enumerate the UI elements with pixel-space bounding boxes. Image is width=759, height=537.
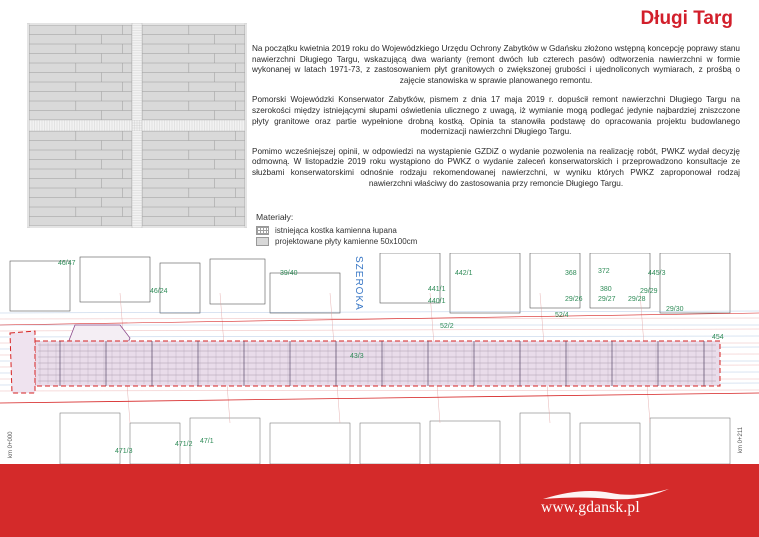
svg-text:52/4: 52/4 (555, 312, 569, 319)
svg-text:471/2: 471/2 (175, 441, 193, 448)
svg-text:47/1: 47/1 (200, 438, 214, 445)
legend-item-label: projektowane płyty kamienne 50x100cm (275, 237, 418, 246)
svg-text:29/26: 29/26 (565, 296, 583, 303)
page-title: Długi Targ (640, 8, 733, 29)
paragraph-1: Na początku kwietnia 2019 roku do Wojewódzkiego Urzędu Ochrony Zabytków w Gdańsku złożono wstępną koncepcję poprawy stanu nawierzchni Długiego Targu, wskazującą dwa warianty (remont dwóch lub czterech pasów) odtworzenia nawierzchni w formie wykonanej w latach 1971-73, z zastosowaniem płyt granitowych o zwiększonej grubości i ujednoliconych wymiarach, z prośbą o zajęcie stanowiska w sprawie planowanego remontu. (252, 44, 740, 85)
svg-text:km 0+000: km 0+000 (8, 431, 14, 458)
svg-text:29/30: 29/30 (666, 306, 684, 313)
footer-url[interactable]: www.gdansk.pl (541, 499, 640, 516)
legend-item-existing (256, 225, 417, 236)
legend-item-label: istniejąca kostka kamienna łupana (275, 226, 397, 235)
paragraph-3: Pomimo wcześniejszej opinii, w odpowiedzi na wystąpienie GZDiZ o wydanie pozwolenia na realizację robót, PWKZ wydał decyzję odmowną. W listopadzie 2019 roku wystąpiono do PWKZ o wydanie zaleceń konserwatorskich i przeprowadzono konsultacje ze służbami konserwatorskimi odnośnie rodzaju rekomendowanej nawierzchni, w wyniku których PWKZ zaproponował rodzaj nawierzchni właściwy do zastosowania przy remoncie Długiego Targu. (252, 146, 740, 188)
svg-text:440/1: 440/1 (428, 298, 446, 305)
svg-text:368: 368 (565, 270, 577, 277)
site-plan-map (0, 253, 759, 464)
svg-text:372: 372 (598, 268, 610, 275)
hatch-swatch (256, 226, 269, 235)
svg-text:380: 380 (600, 286, 612, 293)
legend-title: Materiały: (256, 212, 294, 222)
svg-text:441/1: 441/1 (428, 286, 446, 293)
svg-text:442/1: 442/1 (455, 270, 473, 277)
svg-text:29/28: 29/28 (628, 296, 646, 303)
paragraph-2: Pomorski Wojewódzki Konserwator Zabytków, pismem z dnia 17 maja 2019 r. dopuścił remont nawierzchni Długiego Targu na szerokości między istniejącymi słupami oświetlenia ulicznego z uwagą, iż wymianie mogą podlegać jedynie najbardziej zniszczone płyty granitowe oraz partie wypełnione drobną kostką. Opinia ta stanowiła podstawę do opracowania projektu budowlanego modernizacji nawierzchni Długiego Targu. (252, 95, 740, 137)
paving-pattern-drawing (27, 23, 247, 228)
svg-text:29/27: 29/27 (598, 296, 616, 303)
svg-text:46/24: 46/24 (150, 288, 168, 295)
grey-swatch (256, 237, 269, 246)
svg-text:445/3: 445/3 (648, 270, 666, 277)
svg-text:39/40: 39/40 (280, 270, 298, 277)
legend-item-projected (256, 236, 417, 247)
svg-text:454: 454 (712, 334, 724, 341)
svg-text:km 0+211: km 0+211 (738, 426, 744, 453)
materials-legend (256, 212, 417, 247)
svg-text:52/2: 52/2 (440, 323, 454, 330)
street-name-label: SZEROKA (353, 256, 364, 311)
svg-text:471/3: 471/3 (115, 448, 133, 455)
description-text (252, 44, 740, 198)
svg-text:29/29: 29/29 (640, 288, 658, 295)
svg-text:46/47: 46/47 (58, 260, 76, 267)
svg-text:43/3: 43/3 (350, 353, 364, 360)
